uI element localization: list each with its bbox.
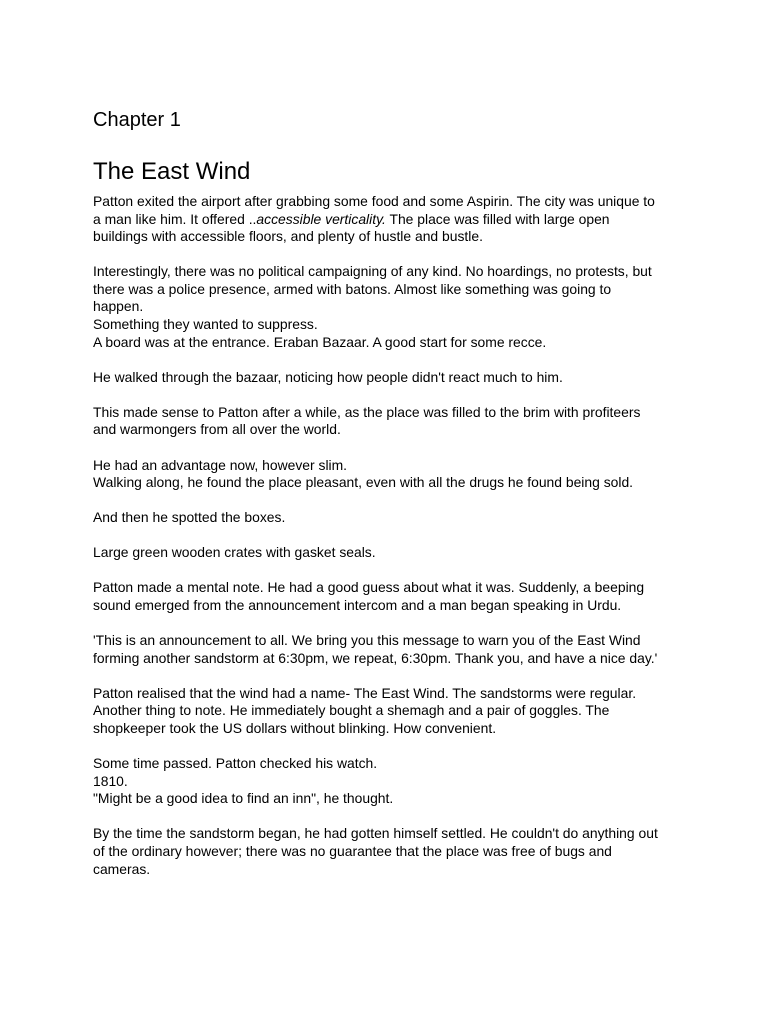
text-line: Patton realised that the wind had a name- The East Wind. The sandstorms were regular. — [93, 684, 637, 701]
text-line: "Might be a good idea to find an inn", he thought. — [93, 790, 394, 807]
text-line: Walking along, he found the place pleasant, even with all the drugs he found being sold. — [93, 474, 634, 491]
text-line: of the ordinary however; there was no guarantee that the place was free of bugs and — [93, 842, 612, 859]
text-line: And then he spotted the boxes. — [93, 509, 286, 526]
text-line: cameras. — [93, 860, 151, 877]
paragraph — [93, 509, 693, 527]
text-line: Some time passed. Patton checked his watch. — [93, 755, 378, 772]
text-line: By the time the sandstorm began, he had gotten himself settled. He couldn't do anything out — [93, 825, 658, 842]
text-line: This made sense to Patton after a while, as the place was filled to the brim with profiteers — [93, 403, 641, 420]
paragraph — [93, 369, 693, 387]
document-body — [93, 106, 693, 896]
paragraph — [93, 632, 693, 667]
italic-text: accessible verticality. — [256, 210, 386, 227]
text-run: a man like him. It offered .. — [93, 210, 257, 227]
text-line: shopkeeper took the US dollars without blinking. How convenient. — [93, 719, 497, 736]
text-line: Interestingly, there was no political campaigning of any kind. No hoardings, no protests, but — [93, 263, 652, 280]
paragraph — [93, 755, 693, 808]
text-line — [93, 211, 693, 229]
paragraph — [93, 193, 693, 246]
chapter-title: The East Wind — [93, 158, 251, 185]
text-line: He had an advantage now, however slim. — [93, 456, 348, 473]
text-line: Another thing to note. He immediately bought a shemagh and a pair of goggles. The — [93, 702, 610, 719]
text-line: happen. — [93, 298, 144, 315]
text-line: sound emerged from the announcement intercom and a man began speaking in Urdu. — [93, 597, 622, 613]
paragraph — [93, 685, 693, 738]
text-line: A board was at the entrance. Eraban Bazaar. A good start for some recce. — [93, 333, 547, 350]
text-line: Large green wooden crates with gasket seals. — [93, 544, 376, 561]
text-line: Patton made a mental note. He had a good guess about what it was. Suddenly, a beeping — [93, 579, 645, 596]
paragraph — [93, 579, 693, 614]
text-line: 1810. — [93, 772, 128, 789]
text-line: Patton exited the airport after grabbing some food and some Aspirin. The city was unique to — [93, 193, 655, 209]
text-line: Something they wanted to suppress. — [93, 316, 318, 333]
chapter-label: Chapter 1 — [93, 109, 181, 131]
paragraph — [93, 544, 693, 562]
paragraph — [93, 825, 693, 878]
text-line: buildings with accessible floors, and plenty of hustle and bustle. — [93, 228, 483, 245]
text-run: The place was filled with large open — [385, 210, 610, 227]
paragraph — [93, 263, 693, 351]
paragraph — [93, 404, 693, 439]
paragraph — [93, 457, 693, 492]
text-line: He walked through the bazaar, noticing how people didn't react much to him. — [93, 368, 563, 385]
text-line: 'This is an announcement to all. We bring you this message to warn you of the East Wind — [93, 632, 641, 649]
text-line: and warmongers from all over the world. — [93, 421, 341, 438]
text-line: forming another sandstorm at 6:30pm, we repeat, 6:30pm. Thank you, and have a nice day.' — [93, 649, 658, 666]
text-line: there was a police presence, armed with batons. Almost like something was going to — [93, 280, 612, 297]
